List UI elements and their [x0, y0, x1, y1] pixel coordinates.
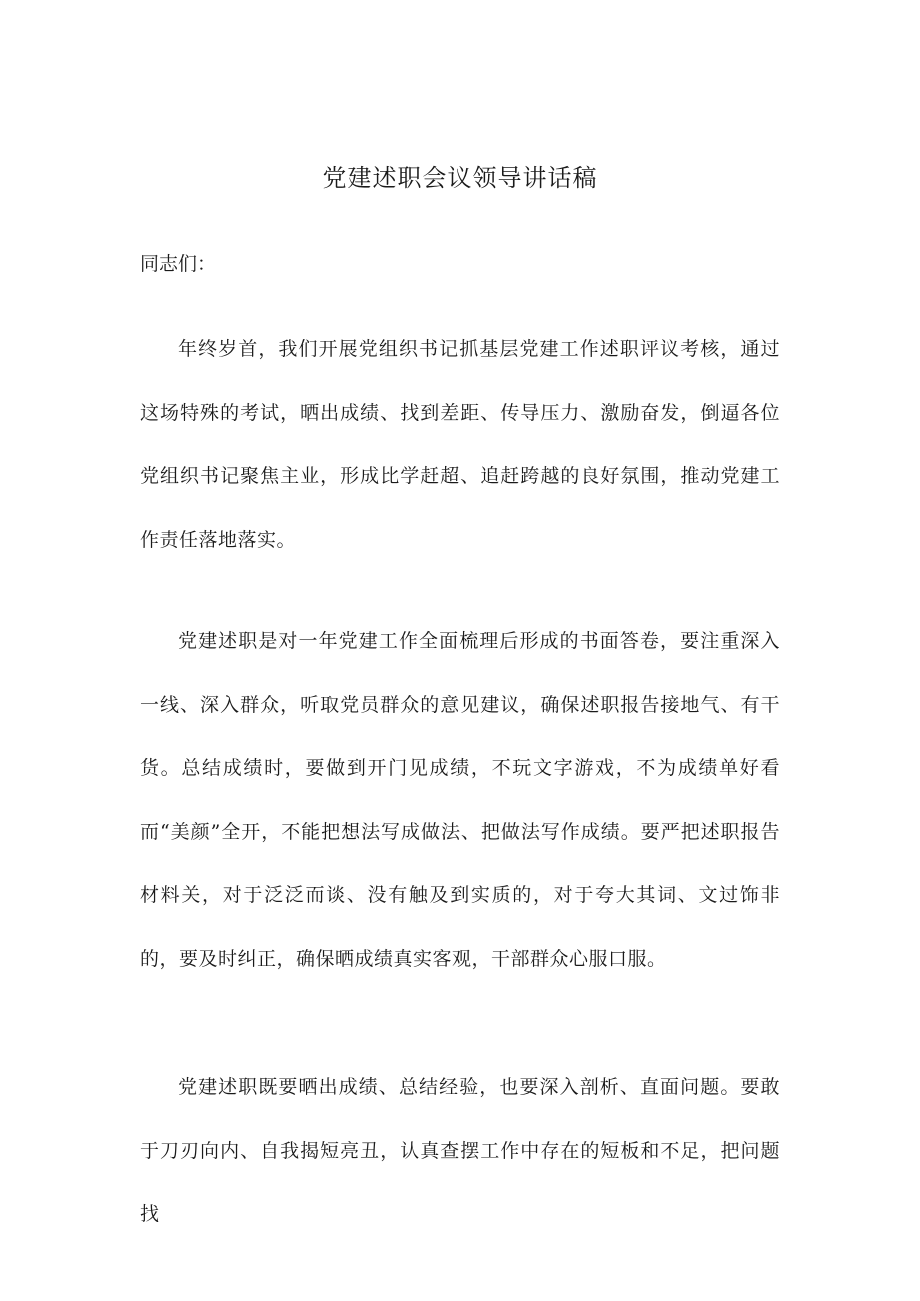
paragraph-1: 年终岁首，我们开展党组织书记抓基层党建工作述职评议考核，通过这场特殊的考试，晒出成绩、找到差距、传导压力、激励奋发，倒逼各位党组织书记聚焦主业，形成比学赶超、追赶跨越的良好氛围，推动党建工作责任落地落实。: [140, 338, 780, 551]
salutation: 同志们：: [140, 253, 217, 275]
document-title: 党建述职会议领导讲话稿: [322, 164, 598, 192]
paragraph-3: 党建述职既要晒出成绩、总结经验，也要深入剖析、直面问题。要敢于刀刃向内、自我揭短亮丑，认真查摆工作中存在的短板和不足，把问题找: [140, 1076, 780, 1225]
paragraph-2: 党建述职是对一年党建工作全面梳理后形成的书面答卷，要注重深入一线、深入群众，听取党员群众的意见建议，确保述职报告接地气、有干货。总结成绩时，要做到开门见成绩，不玩文字游戏，不为成绩单好看而“美颜”全开，不能把想法写成做法、把做法写作成绩。要严把述职报告材料关，对于泛泛而谈、没有触及到实质的，对于夸大其词、文过饰非的，要及时纠正，确保晒成绩真实客观，干部群众心服口服。: [140, 630, 780, 970]
